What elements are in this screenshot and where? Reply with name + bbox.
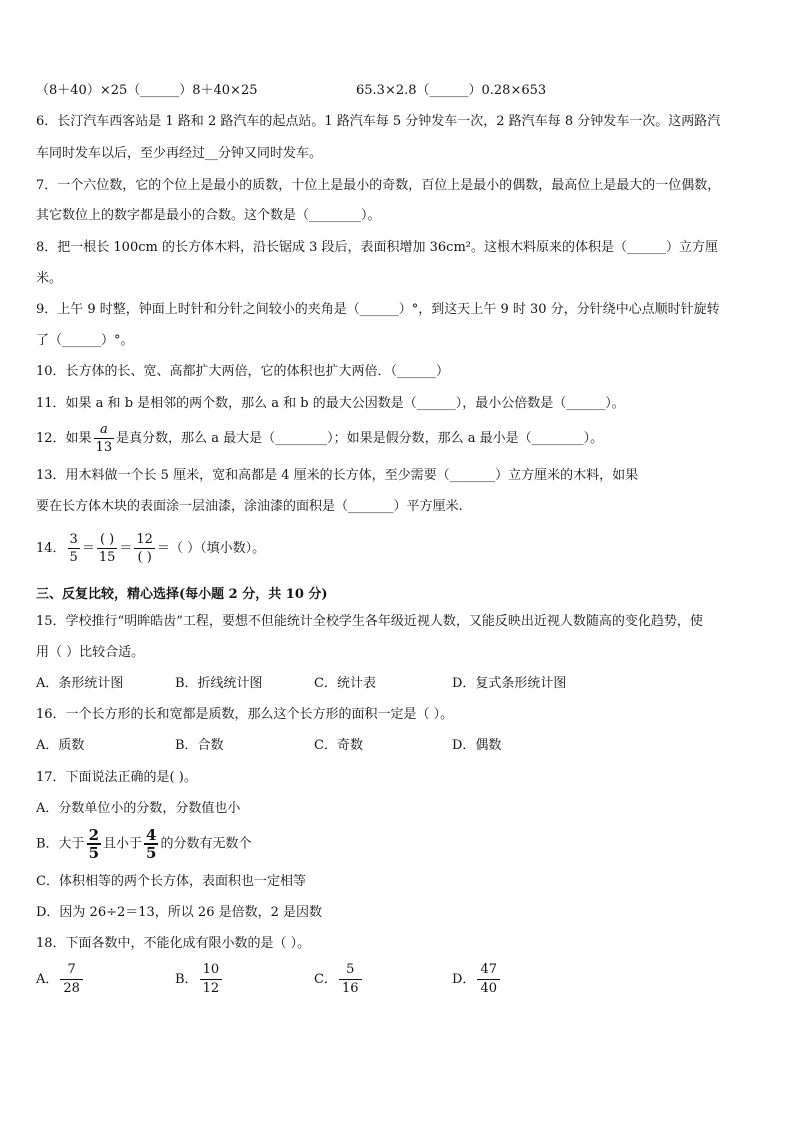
q18-option-b bbox=[175, 961, 222, 998]
q17-b-fraction-1 bbox=[87, 827, 101, 861]
q5-right-comparison: 65.3×2.8（______）0.28×653 bbox=[356, 83, 547, 98]
q14-f3-den: ( ) bbox=[137, 550, 152, 565]
q12-line bbox=[36, 421, 603, 456]
q14-fraction-3 bbox=[134, 531, 155, 566]
q18-b-num: 10 bbox=[200, 961, 223, 980]
q18-d-fraction bbox=[477, 961, 500, 998]
q18-c-den: 16 bbox=[341, 981, 359, 996]
q17-stem: 17．下面说法正确的是( )。 bbox=[36, 770, 197, 785]
q17-option-b bbox=[36, 827, 251, 861]
q12-suffix: 是真分数，那么 a 最大是（________）；如果是假分数，那么 a 最小是（________）。 bbox=[116, 431, 604, 446]
q14-f2-num: ( ) bbox=[97, 531, 118, 549]
q16-option-b: B．合数 bbox=[175, 738, 224, 753]
q18-b-fraction bbox=[200, 961, 223, 998]
q16-option-d: D．偶数 bbox=[452, 738, 502, 753]
q11-text: 11．如果 a 和 b 是相邻的两个数，那么 a 和 b 的最大公因数是（______），最小公倍数是（______）。 bbox=[36, 396, 625, 411]
q15-line-2: 用（ ）比较合适。 bbox=[36, 645, 145, 660]
q15-option-a: A．条形统计图 bbox=[36, 676, 124, 691]
q18-c-label: C． bbox=[314, 972, 337, 987]
q12-denominator: 13 bbox=[95, 440, 113, 455]
q12-fraction bbox=[94, 421, 115, 456]
q14-line bbox=[36, 531, 265, 566]
q18-d-den: 40 bbox=[480, 981, 497, 996]
q17-option-a: A．分数单位小的分数，分数值也小 bbox=[36, 801, 241, 816]
q15-option-d: D．复式条形统计图 bbox=[452, 676, 567, 691]
q18-b-label: B． bbox=[175, 972, 198, 987]
q14-suffix: ＝（ ）（填小数）。 bbox=[156, 541, 266, 556]
q7-line-2: 其它数位上的数字都是最小的合数。这个数是（________）。 bbox=[36, 208, 381, 223]
q18-option-d bbox=[452, 961, 500, 998]
q13-line-1: 13．用木料做一个长 5 厘米，宽和高都是 4 厘米的长方体，至少需要（_______）立方厘米的木料，如果 bbox=[36, 468, 639, 483]
q14-f3-num: 12 bbox=[136, 532, 153, 547]
q17-b-fraction-2 bbox=[144, 827, 158, 861]
q17-b-num-1: 2 bbox=[88, 826, 99, 844]
q18-b-den: 12 bbox=[202, 981, 220, 996]
q10-text: 10．长方体的长、宽、高都扩大两倍，它的体积也扩大两倍．（______） bbox=[36, 364, 450, 379]
q8-line-1: 8．把一根长 100cm 的长方体木料，沿长锯成 3 段后，表面积增加 36cm²。这根木料原来的体积是（______）立方厘 bbox=[36, 240, 718, 255]
q17-b-den-1: 5 bbox=[88, 844, 99, 862]
q17-b-prefix: B．大于 bbox=[36, 836, 85, 852]
q16-stem: 16．一个长方形的长和宽都是质数，那么这个长方形的面积一定是（ ）。 bbox=[36, 707, 454, 722]
q18-c-num: 5 bbox=[339, 961, 362, 980]
q18-c-fraction bbox=[339, 961, 362, 998]
q14-f1-num: 3 bbox=[69, 532, 78, 547]
q15-option-c: C．统计表 bbox=[314, 676, 376, 691]
q17-b-middle: 且小于 bbox=[103, 836, 143, 852]
q12-prefix: 12．如果 bbox=[36, 431, 92, 446]
q14-f1-den: 5 bbox=[69, 550, 78, 565]
q18-d-num: 47 bbox=[477, 961, 500, 980]
q18-option-c bbox=[314, 961, 362, 998]
q17-b-suffix: 的分数有无数个 bbox=[160, 836, 252, 852]
q8-line-2: 米。 bbox=[36, 271, 63, 286]
q14-prefix: 14． bbox=[36, 541, 66, 556]
q14-equals-1: ＝ bbox=[81, 541, 95, 556]
q7-line-1: 7．一个六位数，它的个位上是最小的质数，十位上是最小的奇数，百位上是最小的偶数，最高位上是最大的一位偶数， bbox=[36, 178, 721, 193]
q17-option-d: D．因为 26÷2＝13，所以 26 是倍数，2 是因数 bbox=[36, 905, 323, 920]
q12-numerator: a bbox=[94, 421, 115, 439]
q14-f2-den: 15 bbox=[98, 550, 116, 565]
q18-stem: 18．下面各数中，不能化成有限小数的是（ ）。 bbox=[36, 936, 311, 951]
q9-line-1: 9．上午 9 时整，钟面上时针和分针之间较小的夹角是（______）°，到这天上午 9 时 30 分，分针绕中心点顺时针旋转 bbox=[36, 302, 720, 317]
q13-line-2: 要在长方体木块的表面涂一层油漆，涂油漆的面积是（_______）平方厘米. bbox=[36, 499, 463, 514]
q18-a-label: A． bbox=[36, 972, 59, 987]
q14-fraction-2 bbox=[97, 531, 118, 566]
q6-line-2: 车同时发车以后，至少再经过__分钟又同时发车。 bbox=[36, 146, 323, 161]
q5-continuation bbox=[36, 81, 547, 101]
q17-option-c: C．体积相等的两个长方体，表面积也一定相等 bbox=[36, 874, 306, 889]
q5-left-comparison: （8＋40）×25（______）8＋40×25 bbox=[36, 83, 258, 98]
section-3-heading: 三、反复比较，精心选择(每小题 2 分，共 10 分) bbox=[36, 587, 328, 602]
q18-option-a bbox=[36, 961, 83, 998]
q18-a-fraction bbox=[60, 961, 83, 998]
q14-fraction-1 bbox=[68, 531, 80, 566]
q16-option-a: A．质数 bbox=[36, 738, 85, 753]
q16-option-c: C．奇数 bbox=[314, 738, 363, 753]
q14-equals-2: ＝ bbox=[119, 541, 133, 556]
q18-a-den: 28 bbox=[63, 981, 80, 996]
q15-line-1: 15．学校推行“明眸皓齿”工程，要想不但能统计全校学生各年级近视人数，又能反映出近视人数随高的变化趋势，使 bbox=[36, 614, 703, 629]
q18-d-label: D． bbox=[452, 972, 476, 987]
q6-line-1: 6．长汀汽车西客站是 1 路和 2 路汽车的起点站。1 路汽车每 5 分钟发车一次，2 路汽车每 8 分钟发车一次。这两路汽 bbox=[36, 114, 721, 129]
q17-b-den-2: 5 bbox=[146, 844, 157, 862]
q18-a-num: 7 bbox=[60, 961, 83, 980]
q9-line-2: 了（______）°。 bbox=[36, 333, 134, 348]
q17-b-num-2: 4 bbox=[146, 826, 157, 844]
q15-option-b: B．折线统计图 bbox=[175, 676, 263, 691]
